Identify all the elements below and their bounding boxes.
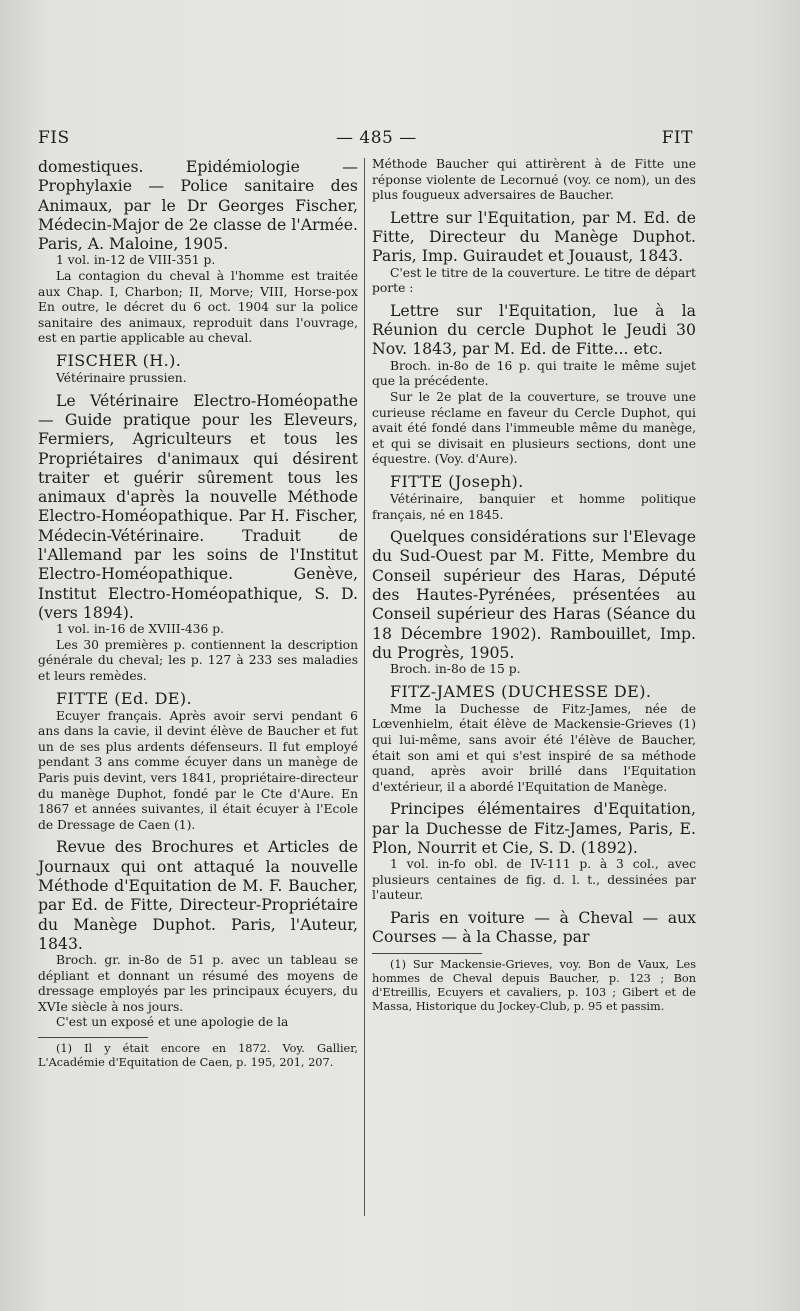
author-heading: FITZ-JAMES (DUCHESSE DE). <box>390 681 652 701</box>
entry-note: 1 vol. in-16 de XVIII-436 p. <box>56 622 224 637</box>
author-heading: FISCHER (H.). <box>56 351 182 371</box>
right-column <box>372 157 696 1015</box>
entry-title: Quelques considérations sur l'Elevage du Sud-Ouest par M. Fitte, Membre du Conseil supérieur des Haras, Député des Hautes-Pyrénées, présentées au Conseil supérieur des Haras (Séance du 18 Décembre 1902). Rambouillet, Imp. du Progrès, 1905. <box>372 527 696 662</box>
entry-note: La contagion du cheval à l'homme est traitée aux Chap. I, Charbon; II, Morve; VIII, Horse-pox En outre, le décret du 6 oct. 1904 sur la police sanitaire des animaux, reproduit dans l'ouvrage, est en partie applicable au cheval. <box>38 269 358 346</box>
entry-title: Lettre sur l'Equitation, par M. Ed. de Fitte, Directeur du Manège Duphot. Paris, Imp. Guiraudet et Jouaust, 1843. <box>372 207 696 266</box>
entry-title: Paris en voiture — à Cheval — aux Courses — à la Chasse, par <box>372 908 696 947</box>
entry-title: Principes élémentaires d'Equitation, par la Duchesse de Fitz-James, Paris, E. Plon, Nourrit et Cie, S. D. (1892). <box>372 799 696 857</box>
page-number: — 485 — <box>336 128 417 148</box>
running-header <box>38 128 693 152</box>
entry-note: C'est un exposé et une apologie de la <box>56 1015 289 1030</box>
header-right: FIT <box>661 128 693 148</box>
author-description: Vétérinaire, banquier et homme politique français, né en 1845. <box>372 491 696 522</box>
author-heading: FITTE (Ed. DE). <box>56 688 192 708</box>
column-divider <box>364 158 365 1216</box>
footnote-rule <box>38 1037 148 1038</box>
entry-note: Broch. in-8o de 15 p. <box>390 662 521 677</box>
author-description: Vétérinaire prussien. <box>56 371 187 386</box>
entry-note: Les 30 premières p. contiennent la description générale du cheval; les p. 127 à 233 ses maladies et leurs remèdes. <box>38 637 358 683</box>
entry-note: 1 vol. in-fo obl. de IV-111 p. à 3 col., avec plusieurs centaines de fig. d. l. t., dessinées par l'auteur. <box>372 857 696 903</box>
footnote: (1) Il y était encore en 1872. Voy. Gallier, L'Académie d'Equitation de Caen, p. 195, 201, 207. <box>38 1042 358 1070</box>
entry-note: Broch. in-8o de 16 p. qui traite le même sujet que la précédente. <box>372 358 696 389</box>
footnote: (1) Sur Mackensie-Grieves, voy. Bon de Vaux, Les hommes de Cheval depuis Baucher, p. 123 ; Bon d'Etreillis, Ecuyers et cavaliers, p. 103 ; Gibert et de Massa, Historique du Jockey-Club, p. 95 et passim. <box>372 957 696 1014</box>
entry-note: 1 vol. in-12 de VIII-351 p. <box>56 253 216 268</box>
entry-note: Méthode Baucher qui attirèrent à de Fitte une réponse violente de Lecornué (voy. ce nom), un des plus fougueux adversaires de Baucher. <box>372 157 696 203</box>
entry-title: Le Vétérinaire Electro-Homéopathe — Guide pratique pour les Eleveurs, Fermiers, Agriculteurs et tous les Propriétaires d'animaux qui désirent traiter et guérir sûrement tous les animaux d'après la nouvelle Méthode Electro-Homéopathique. Par H. Fischer, Médecin-Vétérinaire. Traduit de l'Allemand par les soins de l'Institut Electro-Homéopathique. Genève, Institut Electro-Homéopathique, S. D. (vers 1894). <box>38 390 358 622</box>
entry-note: Broch. gr. in-8o de 51 p. avec un tableau se dépliant et donnant un résumé des moyens de dressage employés par les principaux écuyers, du XVIe siècle à nos jours. <box>38 953 358 1014</box>
entry-title: Revue des Brochures et Articles de Journaux qui ont attaqué la nouvelle Méthode d'Equitation de M. F. Baucher, par Ed. de Fitte, Directeur-Propriétaire du Manège Duphot. Paris, l'Auteur, 1843. <box>38 837 358 953</box>
entry-note: Sur le 2e plat de la couverture, se trouve une curieuse réclame en faveur du Cercle Duphot, qui avait été fondé dans l'immeuble même du manège, et qui se divisait en plusieurs sections, dont une équestre. (Voy. d'Aure). <box>372 389 696 467</box>
footnote-rule <box>372 953 482 954</box>
author-heading: FITTE (Joseph). <box>390 471 524 491</box>
author-description: Ecuyer français. Après avoir servi pendant 6 ans dans la cavie, il devint élève de Baucher et fut un de ses plus ardents défenseurs. Il fut employé pendant 3 ans comme écuyer dans un manège de Paris puis devint, vers 1841, propriétaire-directeur du manège Duphot, fondé par le Cte d'Aure. En 1867 et années suivantes, il était écuyer à l'Ecole de Dressage de Caen (1). <box>38 708 358 832</box>
entry-note: C'est le titre de la couverture. Le titre de départ porte : <box>372 265 696 296</box>
author-description: Mme la Duchesse de Fitz-James, née de Lœvenhielm, était élève de Mackensie-Grieves (1) qui lui-même, sans avoir été l'élève de Baucher, était son ami et qui s'est inspiré de sa méthode quand, après avoir brillé dans l'Equitation d'extérieur, il a abordé l'Equitation de Manège. <box>372 701 696 794</box>
header-left: FIS <box>38 128 70 148</box>
entry-title: Lettre sur l'Equitation, lue à la Réunion du cercle Duphot le Jeudi 30 Nov. 1843, par M. Ed. de Fitte... etc. <box>372 300 696 359</box>
left-column <box>38 157 358 1071</box>
entry-text: domestiques. Epidémiologie — Prophylaxie — Police sanitaire des Animaux, par le Dr Georges Fischer, Médecin-Major de 2e classe de l'Armée. Paris, A. Maloine, 1905. <box>38 157 358 254</box>
